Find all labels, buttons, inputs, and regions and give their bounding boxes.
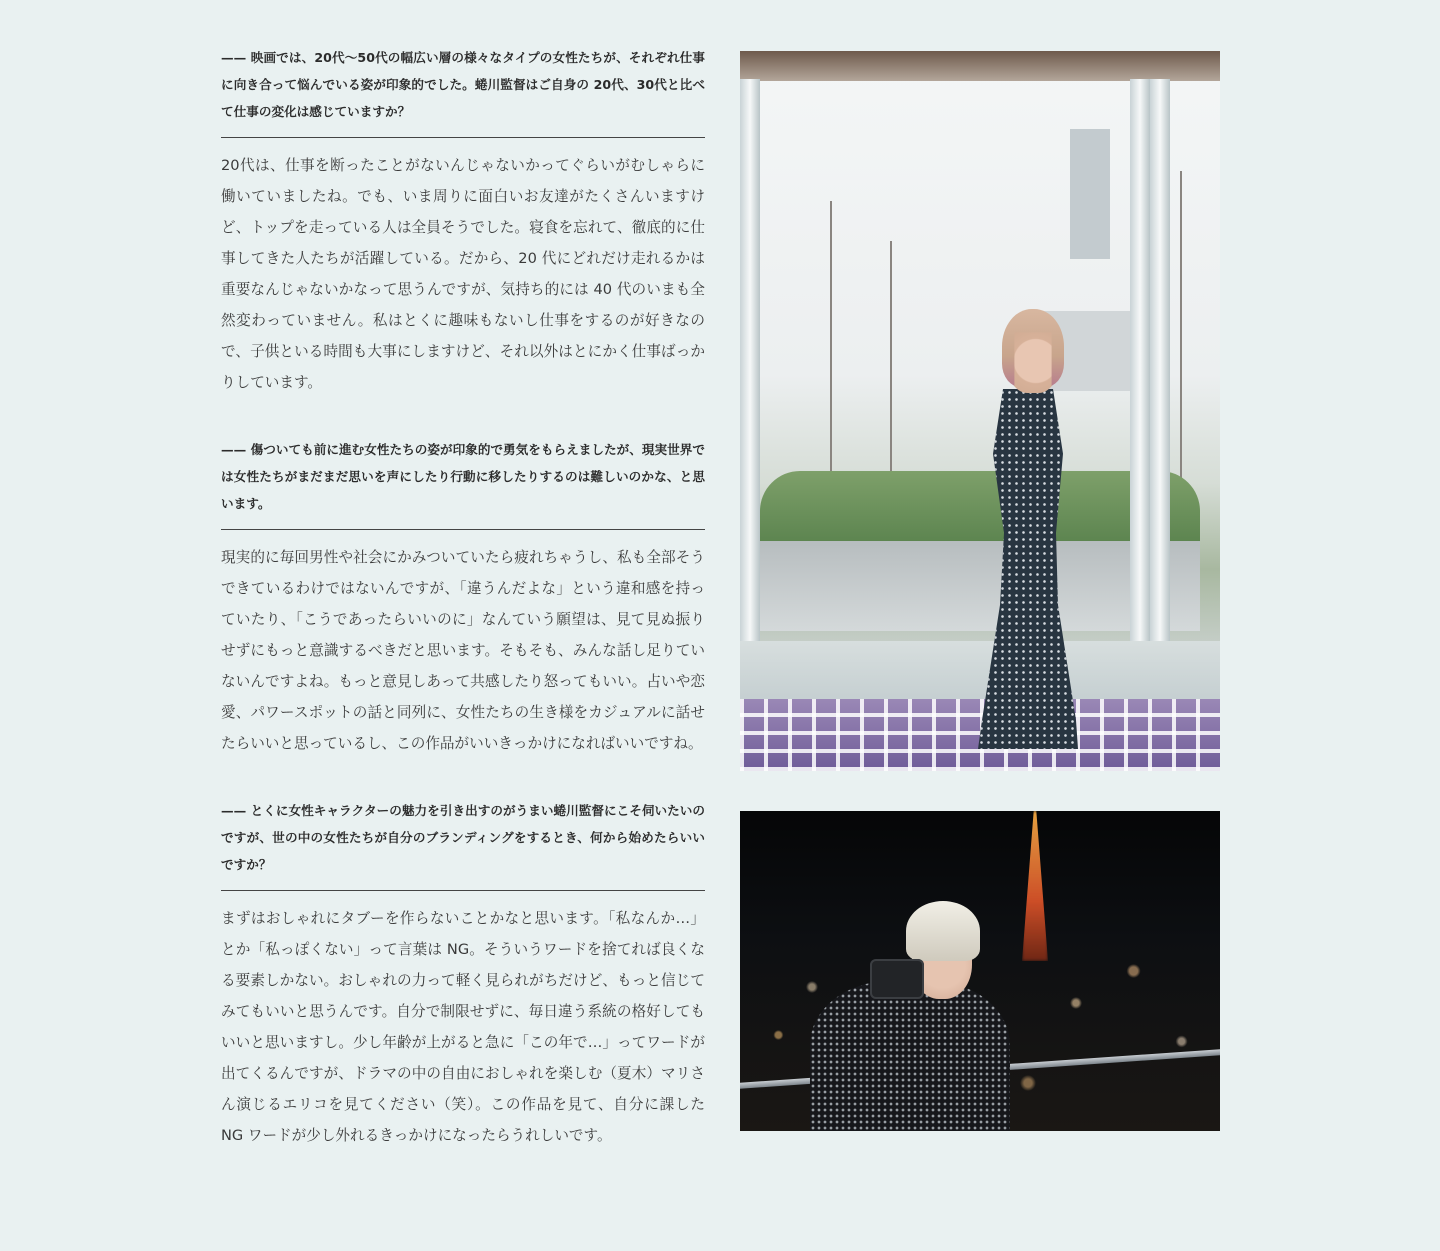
qa-block-3 [221,797,705,1151]
photo-night-portrait [740,811,1220,1131]
photo-hair [906,901,980,961]
photo-body [810,981,1010,1131]
photo-tree [890,241,892,501]
photo-window-frame [740,51,1220,81]
interview-answer: 20代は、仕事を断ったことがないんじゃないかってぐらいがむしゃらに働いていましたね。でも、いま周りに面白いお友達がたくさんいますけど、トップを走っている人は全員そうでした。寝食を忘れて、徹底的に仕事してきた人たちが活躍している。だから、20 代にどれだけ走れるかは重要なんじゃないかなって思うんですが、気持ち的には 40 代のいまも全然変わっていません。私はとくに趣味もないし仕事をするのが好きなので、子供といる時間も大事にしますけど、それ以外はとにかく仕事ばっかりしています。 [221,157,705,391]
photo-window-mullion [1130,79,1150,699]
interview-answer: まずはおしゃれにタブーを作らないことかなと思います。「私なんか…」とか「私っぽくない」って言葉は NG。そういうワードを捨てれば良くなる要素しかない。おしゃれの力って軽く見られがちだけど、もっと信じてみてもいいと思うんです。自分で制限せずに、毎日違う系統の格好してもいいと思いますし。少し年齢が上がると急に「この年で…」ってワードが出てくるんですが、ドラマの中の自由におしゃれを楽しむ（夏木）マリさん演じるエリコを見てください（笑）。この作品を見て、自分に課した NG ワードが少し外れるきっかけになったらうれしいです。 [221,910,705,1144]
interview-question: —— 傷ついても前に進む女性たちの姿が印象的で勇気をもらえましたが、現実世界では女性たちがまだまだ思いを声にしたり行動に移したりするのは難しいのかな、と思います。 [221,436,705,530]
photo-window-mullion [1150,79,1170,699]
photo-window-mullion [740,79,760,699]
interview-question: —— とくに女性キャラクターの魅力を引き出すのがうまい蜷川監督にこそ伺いたいのですが、世の中の女性たちが自分のブランディングをするとき、何から始めたらいいですか？ [221,797,705,891]
photo-tree [830,201,832,501]
qa-block-2 [221,436,705,759]
interview-answer: 現実的に毎回男性や社会にかみついていたら疲れちゃうし、私も全部そうできているわけではないんですが、「違うんだよな」という違和感を持っていたり、「こうであったらいいのに」なんていう願望は、見て見ぬ振りせずにもっと意識するべきだと思います。そもそも、みんな話し足りていないんですよね。もっと意見しあって共感したり怒ってもいい。占いや恋愛、パワースポットの話と同列に、女性たちの生き様をカジュアルに話せたらいいと思っているし、この作品がいいきっかけになればいいですね。 [221,549,705,752]
interview-question: —— 映画では、20代～50代の幅広い層の様々なタイプの女性たちが、それぞれ仕事に向き合って悩んでいる姿が印象的でした。蜷川監督はご自身の 20代、30代と比べて仕事の変化は感じていますか？ [221,44,705,138]
photo-tree [1180,171,1182,501]
camera-icon [870,959,924,999]
photo-building [1070,129,1110,259]
photo-tower [1022,811,1048,961]
qa-block-1 [221,44,705,398]
photo-window-portrait [740,51,1220,771]
article-body [221,44,705,1151]
photo-window-sill [740,641,1220,701]
